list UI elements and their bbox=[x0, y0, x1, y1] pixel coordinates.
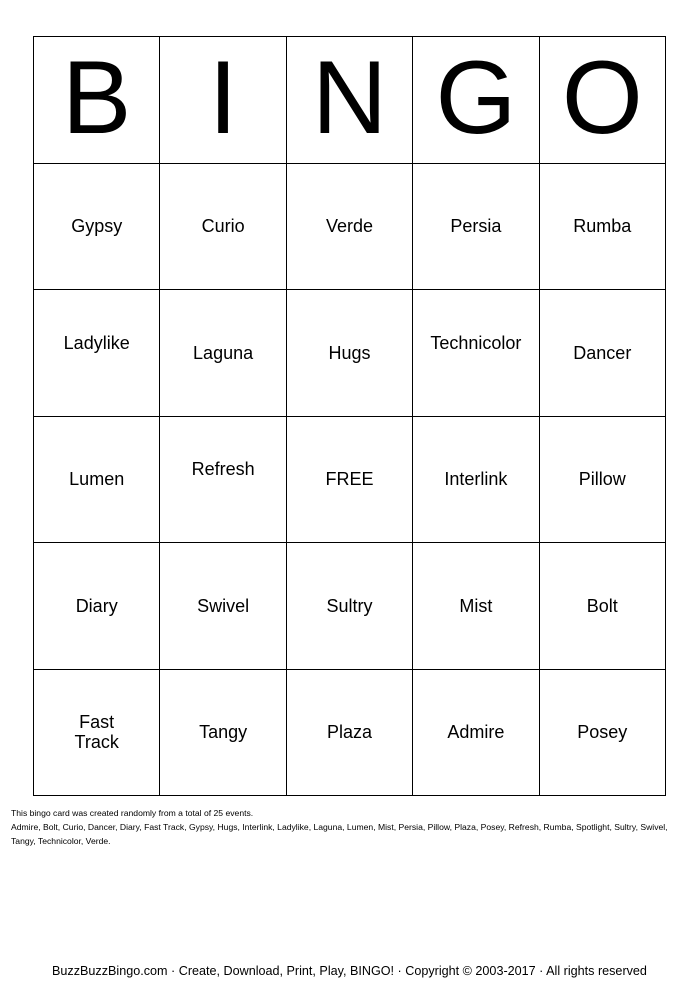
bingo-cell: Interlink bbox=[413, 417, 539, 544]
bingo-cell: Mist bbox=[413, 543, 539, 670]
bingo-cell: Gypsy bbox=[34, 164, 160, 291]
bingo-cell: Bolt bbox=[540, 543, 666, 670]
bingo-cell: Persia bbox=[413, 164, 539, 291]
bingo-cell: Tangy bbox=[160, 670, 286, 797]
bingo-cell: Verde bbox=[287, 164, 413, 291]
bingo-cell: Posey bbox=[540, 670, 666, 797]
bingo-cell: Rumba bbox=[540, 164, 666, 291]
header-g: G bbox=[413, 37, 539, 164]
info-summary: This bingo card was created randomly from a total of 25 events. bbox=[11, 808, 254, 818]
bingo-cell: Refresh bbox=[160, 417, 286, 544]
card-info bbox=[11, 806, 691, 848]
info-word-list: Admire, Bolt, Curio, Dancer, Diary, Fast Track, Gypsy, Hugs, Interlink, Ladylike, Laguna, Lumen, Mist, Persia, Pillow, Plaza, Posey, Refresh, Rumba, Spotlight, Sultry, Swivel, Tangy, Technicolor, Verde. bbox=[11, 822, 668, 846]
bingo-cell: Technicolor bbox=[413, 290, 539, 417]
bingo-cell: Lumen bbox=[34, 417, 160, 544]
bingo-cell: Pillow bbox=[540, 417, 666, 544]
bingo-cell: Ladylike bbox=[34, 290, 160, 417]
bingo-cell: Admire bbox=[413, 670, 539, 797]
header-i: I bbox=[160, 37, 286, 164]
bingo-cell: Hugs bbox=[287, 290, 413, 417]
bingo-cell: Plaza bbox=[287, 670, 413, 797]
header-o: O bbox=[540, 37, 666, 164]
footer-text: BuzzBuzzBingo.com · Create, Download, Print, Play, BINGO! · Copyright © 2003-2017 · All rights reserved bbox=[52, 964, 647, 978]
bingo-cell: Sultry bbox=[287, 543, 413, 670]
bingo-cell: Laguna bbox=[160, 290, 286, 417]
header-b: B bbox=[34, 37, 160, 164]
bingo-card bbox=[33, 36, 666, 796]
bingo-cell: Fast Track bbox=[34, 670, 160, 797]
bingo-cell: Curio bbox=[160, 164, 286, 291]
bingo-cell: Dancer bbox=[540, 290, 666, 417]
bingo-cell: Swivel bbox=[160, 543, 286, 670]
free-space-cell: FREE bbox=[287, 417, 413, 544]
header-n: N bbox=[287, 37, 413, 164]
bingo-cell: Diary bbox=[34, 543, 160, 670]
